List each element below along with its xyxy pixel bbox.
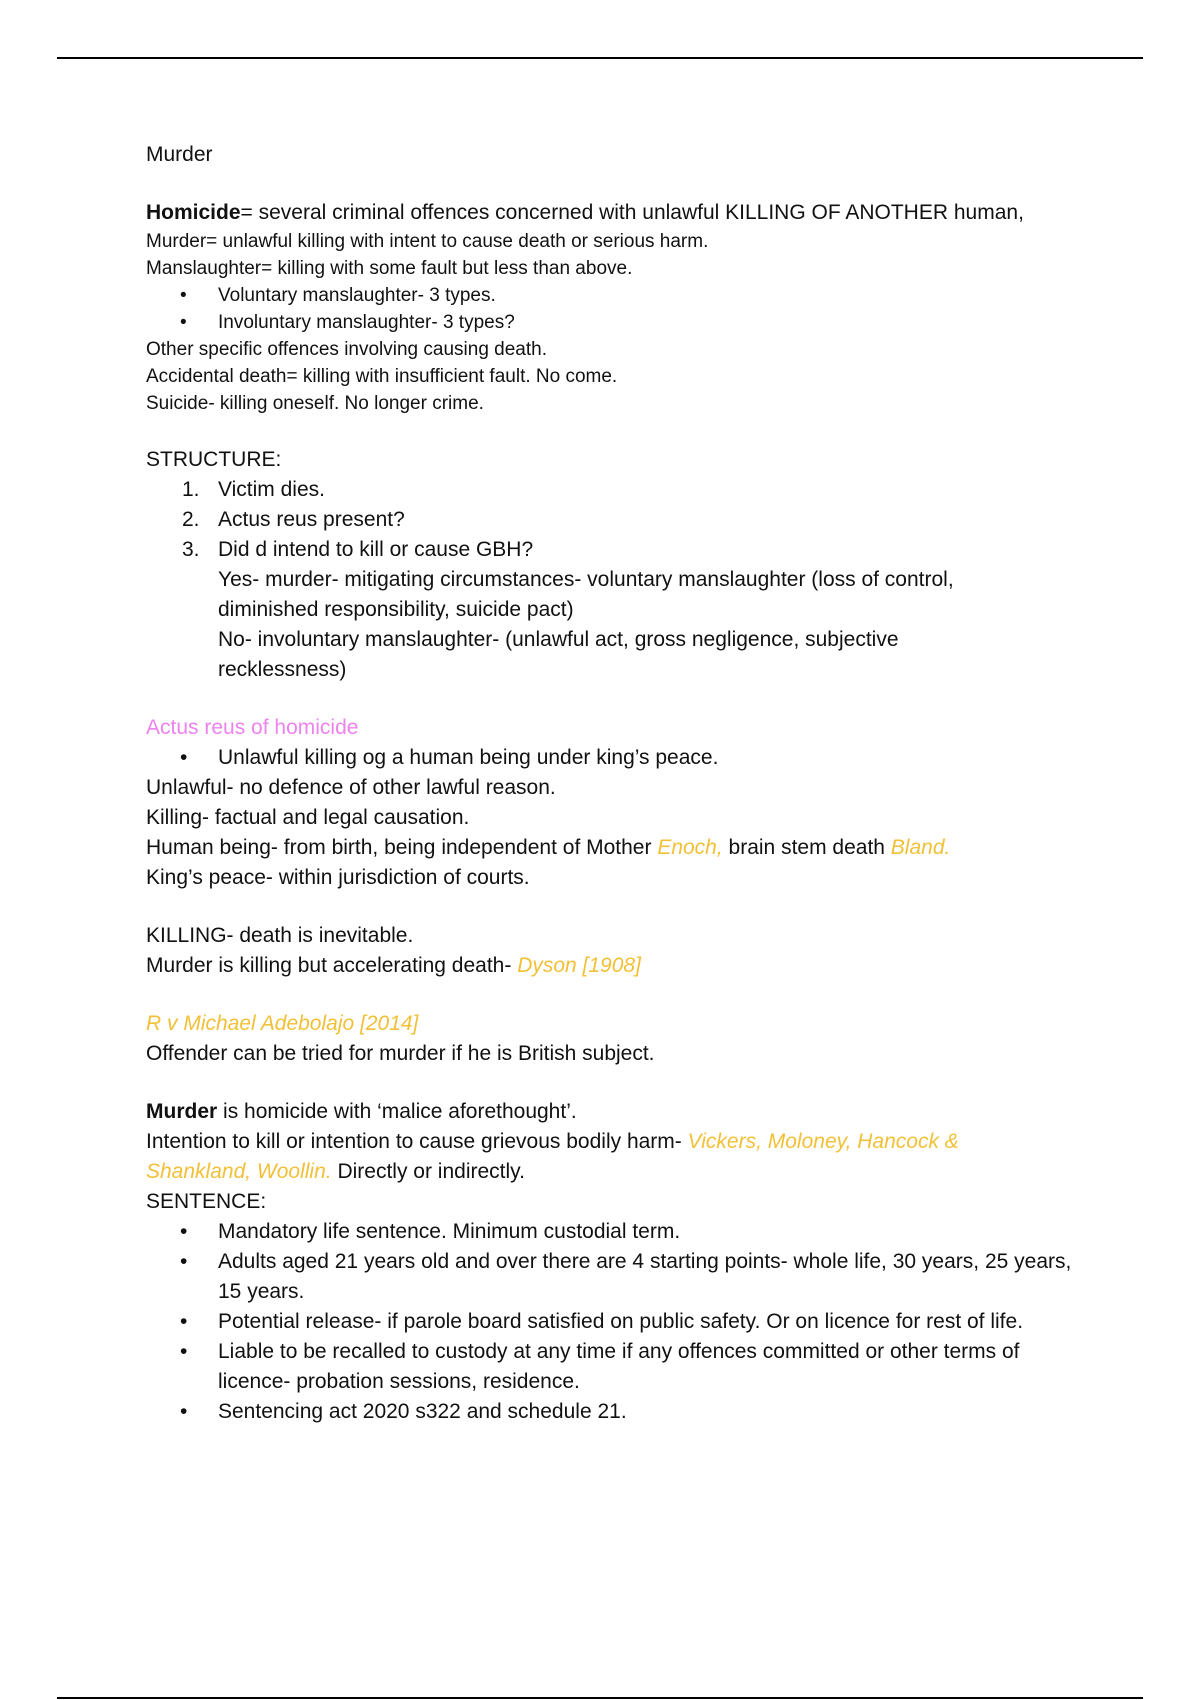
killing-line: KILLING- death is inevitable.	[146, 924, 414, 947]
british-subject-line: Offender can be tried for murder if he is British subject.	[146, 1042, 655, 1065]
human-being-line: Human being- from birth, being independent of Mother Enoch, brain stem death Bland.	[146, 836, 951, 859]
list-item: • Unlawful killing og a human being under king’s peace.	[180, 746, 719, 769]
header-rule	[57, 57, 1143, 59]
case-reference: Vickers, Moloney, Hancock &	[687, 1130, 959, 1153]
actus-reus-heading: Actus reus of homicide	[146, 716, 359, 739]
structure-yes-line: diminished responsibility, suicide pact)	[218, 598, 574, 621]
murder-term: Murder	[146, 1100, 218, 1123]
case-reference: Dyson [1908]	[517, 954, 641, 977]
list-item: • Mandatory life sentence. Minimum custodial term.	[180, 1220, 681, 1243]
unlawful-line: Unlawful- no defence of other lawful reason.	[146, 776, 556, 799]
intention-line: Intention to kill or intention to cause grievous bodily harm- Vickers, Moloney, Hancock &	[146, 1130, 959, 1153]
sentence-heading: SENTENCE:	[146, 1190, 267, 1213]
accidental-death: Accidental death= killing with insufficient fault. No come.	[146, 366, 618, 387]
case-reference: Shankland, Woollin.	[146, 1160, 332, 1183]
killing-causation-line: Killing- factual and legal causation.	[146, 806, 470, 829]
case-reference: Enoch,	[657, 836, 723, 859]
structure-step: 2. Actus reus present?	[182, 508, 405, 531]
list-item: • Sentencing act 2020 s322 and schedule 21.	[180, 1400, 627, 1423]
structure-no-line: recklessness)	[218, 658, 347, 681]
suicide-definition: Suicide- killing oneself. No longer crime.	[146, 393, 484, 414]
murder-definition: Murder= unlawful killing with intent to cause death or serious harm.	[146, 231, 709, 252]
structure-yes-line: Yes- murder- mitigating circumstances- voluntary manslaughter (loss of control,	[218, 568, 954, 591]
list-item: • Adults aged 21 years old and over there are 4 starting points- whole life, 30 years, 25 years, 15 years.	[180, 1250, 1072, 1303]
structure-step: 3. Did d intend to kill or cause GBH?	[182, 538, 534, 561]
structure-heading: STRUCTURE:	[146, 448, 282, 471]
homicide-text: = several criminal offences concerned with unlawful KILLING OF ANOTHER human,	[240, 201, 1024, 224]
footer-rule	[57, 1697, 1143, 1699]
manslaughter-definition: Manslaughter= killing with some fault but less than above.	[146, 258, 633, 279]
homicide-term: Homicide	[146, 201, 241, 224]
structure-no-line: No- involuntary manslaughter- (unlawful act, gross negligence, subjective	[218, 628, 899, 651]
kings-peace-line: King’s peace- within jurisdiction of courts.	[146, 866, 530, 889]
structure-step: 1. Victim dies.	[182, 478, 325, 501]
case-reference: Bland.	[890, 836, 951, 859]
homicide-definition	[146, 198, 1076, 228]
case-heading: R v Michael Adebolajo [2014]	[146, 1012, 419, 1035]
document-body	[146, 140, 1076, 1427]
list-item: • Liable to be recalled to custody at any time if any offences committed or other terms of licence- probation sessions, residence.	[180, 1340, 1020, 1393]
murder-definition-line: Murder is homicide with ‘malice aforethought’.	[146, 1100, 577, 1123]
other-offences: Other specific offences involving causing death.	[146, 339, 547, 360]
document-title: Murder	[146, 143, 213, 166]
list-item: • Potential release- if parole board satisfied on public safety. Or on licence for rest of life.	[180, 1310, 1024, 1333]
intention-line-cont: Shankland, Woollin. Directly or indirectly.	[146, 1160, 525, 1183]
accelerating-death-line: Murder is killing but accelerating death- Dyson [1908]	[146, 954, 641, 977]
list-item: • Voluntary manslaughter- 3 types.	[180, 285, 496, 306]
list-item: • Involuntary manslaughter- 3 types?	[180, 312, 515, 333]
